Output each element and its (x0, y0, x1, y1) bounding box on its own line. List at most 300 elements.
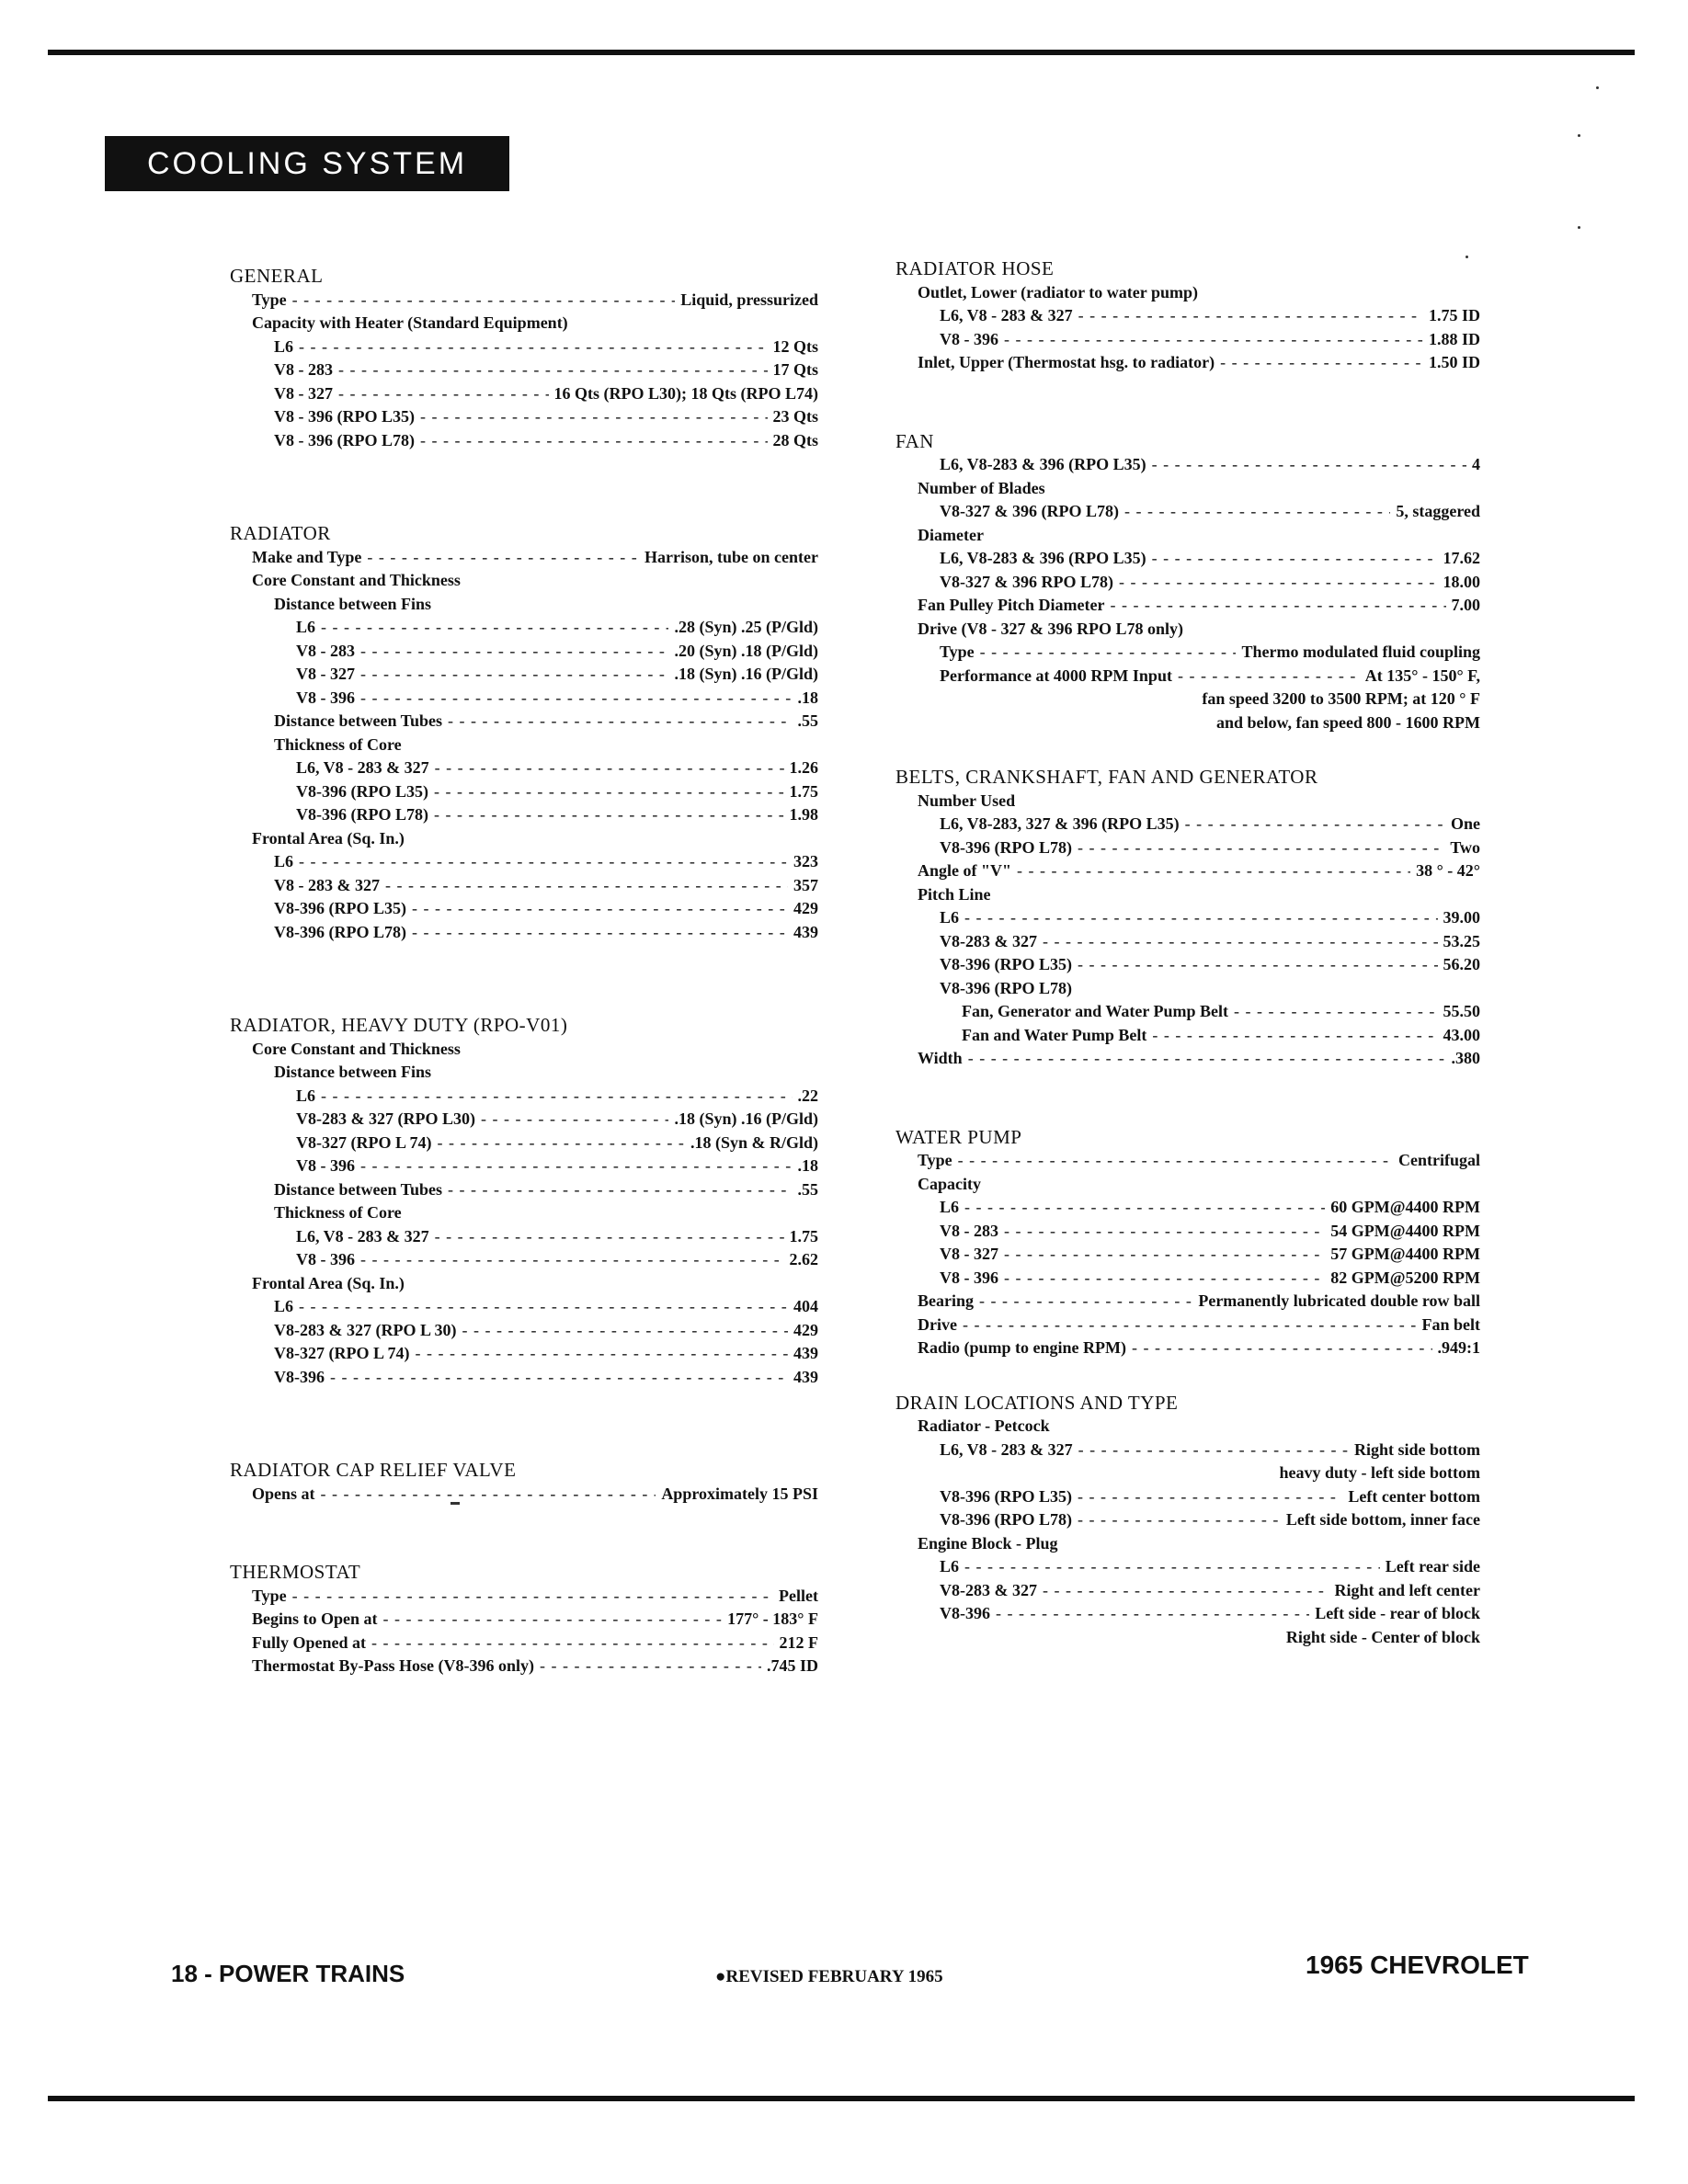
spec-row (895, 1508, 1480, 1532)
spec-label: Angle of "V" (918, 861, 1011, 880)
section-water-pump (895, 1126, 1480, 1360)
dot-leader (371, 1632, 773, 1655)
spec-row (895, 1626, 1480, 1650)
spec-label: V8 - 396 (RPO L35) (274, 407, 415, 426)
dot-leader (292, 289, 676, 313)
spec-row (895, 688, 1480, 711)
spec-label: Fan Pulley Pitch Diameter (918, 596, 1105, 614)
dot-leader (360, 663, 668, 687)
spec-row (895, 571, 1480, 595)
spec-label: Outlet, Lower (radiator to water pump) (918, 282, 1198, 301)
spec-row (895, 524, 1480, 548)
spec-label: Frontal Area (Sq. In.) (252, 828, 405, 847)
spec-value: .20 (Syn) .18 (P/Gld) (674, 641, 818, 660)
dot-leader (321, 616, 668, 640)
spec-value: Right and left center (1334, 1580, 1480, 1599)
spec-label: Performance at 4000 RPM Input (940, 665, 1172, 685)
spec-label: Diameter (918, 525, 984, 544)
dot-leader (1004, 1243, 1325, 1267)
spec-row (895, 813, 1480, 836)
spec-row (895, 665, 1480, 688)
spec-label: Drive (918, 1314, 957, 1334)
spec-row (230, 405, 818, 429)
spec-row (895, 1314, 1480, 1337)
spec-label: Pitch Line (918, 884, 991, 904)
spec-row (895, 953, 1480, 977)
dot-leader (996, 1602, 1309, 1626)
spec-value: 2.62 (789, 1250, 818, 1268)
spec-label: V8 - 283 (940, 1221, 998, 1240)
spec-label: V8 - 396 (940, 1268, 998, 1287)
dot-leader (979, 1290, 1192, 1314)
spec-label: V8 - 283 (274, 360, 333, 379)
spec-row (895, 1485, 1480, 1509)
spec-label: V8-396 (RPO L78) (940, 837, 1072, 857)
spec-value: .55 (797, 1179, 818, 1199)
dot-leader (1132, 1337, 1431, 1360)
spec-value: 28 Qts (772, 430, 818, 449)
spec-label: V8 - 396 (296, 1156, 355, 1175)
spec-value: 17.62 (1443, 549, 1480, 567)
spec-value: .18 (Syn & R/Gld) (690, 1132, 818, 1152)
spec-row (230, 1108, 818, 1132)
spec-label: V8-396 (RPO L35) (296, 781, 428, 801)
spec-value: One (1450, 814, 1480, 833)
dot-leader (434, 803, 784, 827)
spec-row (230, 382, 818, 406)
spec-value: 429 (793, 899, 818, 917)
spacer (895, 375, 1480, 430)
section-thermostat (230, 1561, 818, 1678)
dot-leader (360, 1248, 784, 1272)
spec-label: V8 - 327 (296, 665, 355, 683)
spec-row (230, 1225, 818, 1249)
dot-leader (367, 546, 639, 570)
spacer (895, 1360, 1480, 1392)
spec-value: .18 (797, 688, 818, 707)
spec-label: V8-396 (RPO L78) (296, 805, 428, 824)
section-radiator-cap (230, 1459, 818, 1506)
spec-row (895, 500, 1480, 524)
dot-leader (412, 897, 788, 921)
spec-value: 1.75 ID (1428, 306, 1480, 324)
spec-value: Fan belt (1421, 1314, 1480, 1334)
spec-row (895, 1532, 1480, 1556)
spec-row (895, 594, 1480, 618)
dot-leader (420, 429, 768, 453)
dot-leader (321, 1483, 656, 1507)
spec-row (895, 1579, 1480, 1603)
spec-row (895, 1173, 1480, 1197)
spec-row (230, 1248, 818, 1272)
spec-label: V8 - 396 (RPO L78) (274, 430, 415, 449)
spec-value: .18 (797, 1156, 818, 1175)
spec-label: Distance between Fins (274, 594, 431, 613)
spec-row (895, 790, 1480, 813)
spec-row (230, 756, 818, 780)
spec-label: L6, V8 - 283 & 327 (296, 1226, 429, 1246)
spec-row (230, 1061, 818, 1085)
spec-label: L6 (274, 1297, 294, 1315)
section-belts (895, 766, 1480, 1071)
spec-label: V8-283 & 327 (940, 1580, 1037, 1599)
spec-row (230, 1155, 818, 1178)
dot-leader (1152, 547, 1438, 571)
spec-label: Fan, Generator and Water Pump Belt (962, 1002, 1228, 1020)
spec-value: Pellet (779, 1586, 818, 1605)
spec-label: Capacity (918, 1174, 981, 1193)
spec-value: Right side - Center of block (1285, 1627, 1480, 1646)
spec-value: 16 Qts (RPO L30); 18 Qts (RPO L74) (553, 383, 818, 403)
spec-row (895, 1337, 1480, 1360)
spec-label: Type (252, 1586, 287, 1605)
spec-value: 12 Qts (772, 336, 818, 356)
spec-row (230, 1483, 818, 1507)
section-radiator-hose (895, 257, 1480, 375)
spec-value: At 135° - 150° F, (1364, 665, 1480, 685)
spec-value: Liquid, pressurized (680, 290, 818, 309)
spec-value: and below, fan speed 800 - 1600 RPM (1215, 712, 1480, 732)
spec-value: Left center bottom (1348, 1486, 1480, 1506)
dot-leader (435, 1225, 784, 1249)
spec-row (895, 836, 1480, 860)
spec-row (895, 1220, 1480, 1244)
spec-label: V8-396 (RPO L35) (940, 955, 1072, 973)
bottom-rule (48, 2096, 1635, 2101)
spec-row (895, 618, 1480, 642)
spec-row (895, 1149, 1480, 1173)
spec-label: L6, V8 - 283 & 327 (940, 306, 1073, 324)
section-title: THERMOSTAT (230, 1561, 361, 1583)
spec-value: 1.50 ID (1428, 353, 1480, 371)
spec-row (230, 1319, 818, 1343)
spec-row (895, 1602, 1480, 1626)
dot-leader (360, 687, 793, 711)
dot-leader (1124, 500, 1390, 524)
spec-label: Distance between Tubes (274, 711, 443, 730)
scan-speck (1596, 86, 1599, 89)
scan-speck (451, 1502, 460, 1505)
spec-value: fan speed 3200 to 3500 RPM; at 120 ° F (1202, 689, 1480, 708)
dot-leader (1078, 1485, 1342, 1509)
spacer (895, 734, 1480, 766)
spec-value: 177° - 183° F (727, 1610, 818, 1628)
section-title: GENERAL (230, 265, 324, 287)
dot-leader (1004, 328, 1423, 352)
spec-label: L6 (274, 336, 294, 356)
spec-label: Radiator - Petcock (918, 1416, 1050, 1435)
spec-value: 439 (793, 1367, 818, 1386)
spec-label: V8-396 (RPO L78) (940, 1510, 1072, 1529)
dot-leader (963, 1314, 1417, 1337)
spec-label: V8 - 396 (940, 329, 998, 348)
spec-label: V8-283 & 327 (940, 931, 1037, 950)
spec-row (895, 906, 1480, 930)
spec-label: V8-283 & 327 (RPO L 30) (274, 1320, 457, 1339)
spec-value: 404 (793, 1297, 818, 1315)
spec-label: Inlet, Upper (Thermostat hsg. to radiator) (918, 353, 1215, 371)
spacer (230, 944, 818, 1014)
dot-leader (299, 336, 767, 359)
spec-label: Engine Block - Plug (918, 1533, 1058, 1553)
spec-label: Fan and Water Pump Belt (962, 1025, 1147, 1044)
spec-row (895, 304, 1480, 328)
spec-label: Bearing (918, 1291, 974, 1310)
dot-leader (1004, 1220, 1325, 1244)
spec-value: 1.75 (789, 781, 818, 801)
spec-label: Capacity with Heater (Standard Equipment) (252, 313, 568, 332)
spec-label: L6, V8 - 283 & 327 (296, 758, 429, 777)
spec-row (895, 711, 1480, 735)
spec-row (230, 1038, 818, 1062)
spec-label: Distance between Tubes (274, 1179, 443, 1199)
dot-leader (462, 1319, 788, 1343)
spec-value: Two (1450, 837, 1480, 857)
spec-label: V8-396 (274, 1367, 325, 1386)
spec-row (895, 1439, 1480, 1462)
spec-value: 39.00 (1443, 908, 1480, 927)
spec-value: Left rear side (1385, 1557, 1480, 1575)
spec-label: V8-396 (RPO L35) (274, 899, 406, 917)
dot-leader (958, 1149, 1393, 1173)
spec-label: Make and Type (252, 547, 362, 566)
spec-value: 17 Qts (772, 360, 818, 379)
spec-row (895, 1415, 1480, 1439)
dot-leader (299, 850, 788, 874)
spec-label: L6 (940, 1198, 960, 1216)
spacer (230, 1506, 818, 1561)
spacer (895, 1071, 1480, 1126)
spec-value: Left side - rear of block (1315, 1604, 1480, 1622)
spec-label: V8-283 & 327 (RPO L30) (296, 1109, 475, 1128)
spec-label: V8 - 283 & 327 (274, 875, 380, 894)
section-title: RADIATOR (230, 522, 331, 544)
spec-value: 82 GPM@5200 RPM (1330, 1268, 1480, 1287)
dot-leader (1078, 1508, 1281, 1532)
spec-row (895, 1267, 1480, 1291)
spec-value: Right side bottom (1353, 1439, 1480, 1459)
left-column (230, 265, 818, 1678)
spec-value: 1.98 (789, 805, 818, 824)
spec-value: 1.75 (789, 1226, 818, 1246)
spec-label: Type (252, 290, 287, 309)
spec-label: L6, V8 - 283 & 327 (940, 1439, 1073, 1459)
spec-value: 439 (793, 922, 818, 941)
spec-row (230, 429, 818, 453)
spec-label: L6 (274, 852, 294, 870)
spec-value: heavy duty - left side bottom (1279, 1463, 1480, 1482)
footer-section-label: 18 - POWER TRAINS (171, 1960, 405, 1987)
spec-label: L6 (296, 618, 316, 636)
spec-label: Number Used (918, 791, 1016, 810)
spec-label: V8-396 (RPO L78) (940, 978, 1072, 997)
spec-row (895, 859, 1480, 883)
spec-label: L6 (940, 908, 960, 927)
spec-label: Begins to Open at (252, 1610, 378, 1628)
dot-leader (1152, 1024, 1437, 1048)
spec-value: Left side bottom, inner face (1285, 1510, 1480, 1529)
spec-row (895, 351, 1480, 375)
spec-row (230, 1178, 818, 1202)
spec-row (895, 977, 1480, 1001)
dot-leader (1119, 571, 1438, 595)
spec-value: 1.26 (789, 758, 818, 777)
spec-label: V8-396 (940, 1604, 990, 1622)
dot-leader (1017, 859, 1410, 883)
scan-speck (1578, 226, 1580, 229)
spec-row (895, 1555, 1480, 1579)
spec-row (895, 281, 1480, 305)
dot-leader (435, 756, 784, 780)
spec-value: 357 (793, 875, 818, 894)
spec-value: 54 GPM@4400 RPM (1330, 1221, 1480, 1240)
spec-value: 18.00 (1443, 572, 1480, 591)
spec-row (230, 616, 818, 640)
spec-row (895, 453, 1480, 477)
spec-label: Distance between Fins (274, 1063, 431, 1081)
spec-value: 323 (793, 852, 818, 870)
dot-leader (360, 640, 668, 664)
spec-label: Core Constant and Thickness (252, 571, 461, 589)
spec-row (895, 641, 1480, 665)
spec-row (895, 1462, 1480, 1485)
dot-leader (448, 1178, 792, 1202)
spec-value: 53.25 (1443, 931, 1480, 950)
dot-leader (330, 1366, 788, 1390)
spec-label: V8 - 396 (296, 1250, 355, 1268)
spec-label: V8-396 (RPO L35) (940, 1486, 1072, 1506)
spec-value: .949:1 (1437, 1338, 1480, 1357)
dot-leader (968, 1047, 1446, 1071)
spec-row (895, 328, 1480, 352)
spec-row (230, 803, 818, 827)
spec-row (230, 336, 818, 359)
spec-label: L6, V8-283, 327 & 396 (RPO L35) (940, 814, 1180, 833)
spec-row (230, 1632, 818, 1655)
dot-leader (420, 405, 768, 429)
spec-row (230, 1342, 818, 1366)
section-title: RADIATOR, HEAVY DUTY (RPO-V01) (230, 1014, 568, 1036)
dot-leader (321, 1085, 792, 1109)
footer-revision: ●REVISED FEBRUARY 1965 (715, 1967, 943, 1986)
dot-leader (1043, 1579, 1329, 1603)
spec-row (895, 1243, 1480, 1267)
spec-label: V8 - 283 (296, 641, 355, 660)
dot-leader (1004, 1267, 1325, 1291)
dot-leader (1234, 1000, 1438, 1024)
dot-leader (1078, 953, 1438, 977)
dot-leader (385, 874, 788, 898)
spec-row (230, 827, 818, 851)
spec-label: V8 - 327 (940, 1245, 998, 1263)
dot-leader (481, 1108, 669, 1132)
dot-leader (1178, 665, 1360, 688)
spec-value: Centrifugal (1398, 1151, 1480, 1169)
dot-leader (360, 1155, 793, 1178)
spec-value: Permanently lubricated double row ball (1198, 1291, 1480, 1310)
spec-row (230, 1272, 818, 1296)
spec-row (895, 547, 1480, 571)
dot-leader (1078, 836, 1444, 860)
spec-row (230, 1085, 818, 1109)
footer-model: 1965 CHEVROLET (1306, 1951, 1529, 1979)
spec-label: V8-327 (RPO L 74) (274, 1344, 410, 1362)
spec-label: Width (918, 1049, 963, 1067)
dot-leader (383, 1608, 723, 1632)
section-title: DRAIN LOCATIONS AND TYPE (895, 1391, 1179, 1414)
spec-value: 429 (793, 1320, 818, 1339)
spacer (230, 1389, 818, 1459)
dot-leader (299, 1295, 788, 1319)
spec-label: L6 (940, 1557, 960, 1575)
spec-value: 5, staggered (1396, 502, 1480, 520)
spec-row (230, 710, 818, 734)
spec-row (895, 1290, 1480, 1314)
spec-value: .380 (1451, 1049, 1480, 1067)
spec-value: .55 (797, 711, 818, 730)
spec-label: V8 - 327 (274, 383, 333, 403)
spec-value: .18 (Syn) .16 (P/Gld) (674, 1109, 818, 1128)
spec-label: Drive (V8 - 327 & 396 RPO L78 only) (918, 619, 1183, 638)
spacer (230, 452, 818, 522)
spec-value: 1.88 ID (1428, 329, 1480, 348)
spec-value: Harrison, tube on center (644, 547, 818, 566)
spec-value: 57 GPM@4400 RPM (1330, 1245, 1480, 1263)
spec-label: Fully Opened at (252, 1632, 367, 1652)
spec-row (230, 734, 818, 757)
dot-leader (540, 1655, 761, 1678)
spec-row (230, 1608, 818, 1632)
spec-row (230, 358, 818, 382)
spec-label: Thickness of Core (274, 734, 402, 754)
spec-value: 38 ° - 42° (1416, 861, 1480, 880)
dot-leader (292, 1585, 773, 1609)
dot-leader (338, 382, 549, 406)
dot-leader (1043, 930, 1438, 954)
section-general (230, 265, 818, 452)
dot-leader (964, 1196, 1325, 1220)
section-fan (895, 430, 1480, 735)
spec-label: Radio (pump to engine RPM) (918, 1338, 1127, 1357)
spec-row (895, 1196, 1480, 1220)
spec-row (230, 312, 818, 336)
dot-leader (964, 906, 1437, 930)
dot-leader (1220, 351, 1423, 375)
section-banner: COOLING SYSTEM (105, 136, 509, 191)
spec-row (230, 593, 818, 617)
spec-value: 43.00 (1443, 1025, 1480, 1044)
spec-value: Approximately 15 PSI (661, 1484, 818, 1503)
spec-row (230, 921, 818, 945)
spec-row (230, 1655, 818, 1678)
section-title: BELTS, CRANKSHAFT, FAN AND GENERATOR (895, 766, 1318, 788)
spec-value: Thermo modulated fluid coupling (1241, 643, 1480, 661)
dot-leader (412, 921, 788, 945)
spec-row (895, 1000, 1480, 1024)
section-radiator-heavy-duty (230, 1014, 818, 1389)
spec-label: V8-327 & 396 (RPO L78) (940, 502, 1119, 520)
spec-row (895, 477, 1480, 501)
spec-row (230, 289, 818, 313)
scan-speck (1466, 256, 1468, 258)
spec-label: L6 (296, 1086, 316, 1105)
spec-row (230, 1585, 818, 1609)
spec-row (230, 897, 818, 921)
spec-label: Number of Blades (918, 478, 1045, 497)
spec-row (230, 850, 818, 874)
dot-leader (980, 641, 1237, 665)
spec-label: V8-327 (RPO L 74) (296, 1132, 432, 1152)
